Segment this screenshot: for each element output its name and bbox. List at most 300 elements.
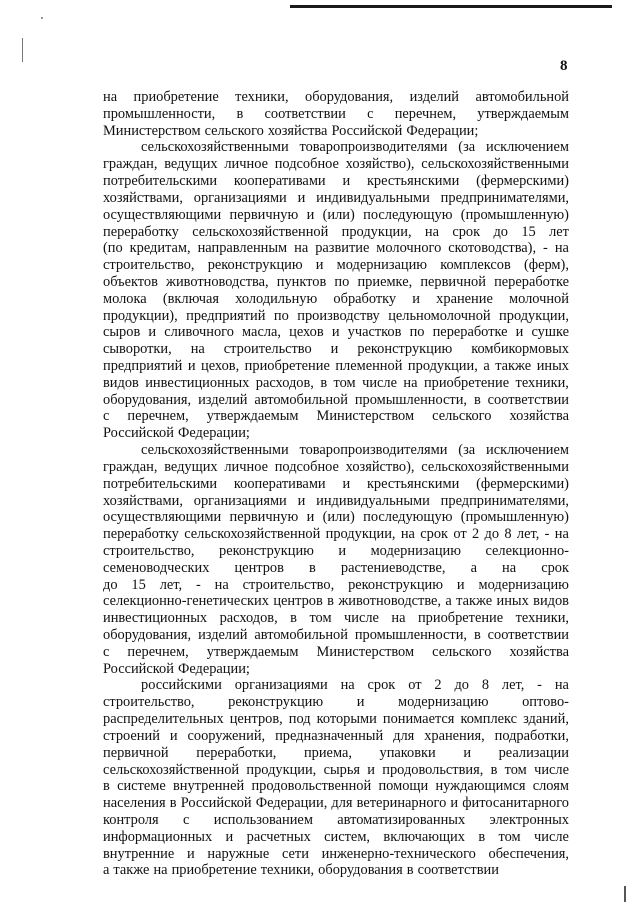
word: (промышленную): [460, 206, 569, 223]
word: а: [483, 358, 490, 374]
text-line: [103, 123, 569, 140]
word: утверждаемым: [206, 643, 299, 660]
word: и: [342, 475, 351, 492]
word: кооперативами: [233, 173, 326, 190]
text-line: [103, 543, 569, 560]
word: и: [342, 173, 351, 190]
word: первичной: [103, 744, 169, 761]
word: реконструкцию: [207, 257, 303, 274]
word: хозяйства: [509, 643, 569, 660]
word: организациями: [193, 189, 287, 206]
word: и: [450, 795, 459, 812]
text-line: [103, 661, 569, 678]
word: ветеринарного: [356, 795, 447, 812]
word: техники,: [235, 89, 289, 105]
word: сельского: [204, 122, 264, 139]
text-line: [103, 762, 569, 779]
word: на: [554, 240, 569, 257]
text-line: [103, 610, 569, 627]
word: племенной: [335, 358, 403, 374]
word: приобретение: [423, 374, 510, 391]
word: электронных: [489, 811, 569, 828]
word: семеноводческих: [103, 559, 210, 576]
word: (фермерскими): [476, 475, 569, 492]
word: приема,: [303, 744, 352, 761]
word: срок: [452, 223, 481, 240]
text-line: [103, 207, 569, 224]
text-line: [103, 257, 569, 274]
word: переработку: [103, 223, 179, 240]
word: до: [484, 526, 500, 543]
word: 2: [472, 526, 480, 543]
word: инвестиционных: [145, 374, 250, 391]
word: систем,: [324, 828, 371, 845]
word: с: [103, 643, 110, 660]
word: строительство,: [103, 257, 195, 274]
word: по: [273, 307, 289, 324]
word: Федерации;: [406, 122, 479, 139]
word: и: [412, 290, 420, 307]
word: индивидуальными: [316, 492, 430, 509]
word: а: [103, 862, 110, 879]
word: иных: [536, 358, 569, 374]
word: хозяйства: [509, 408, 569, 425]
word: приобретение: [133, 89, 219, 105]
word: переработке: [432, 324, 508, 341]
word: информационных: [103, 828, 213, 845]
word: комплекс: [460, 711, 518, 728]
text-line: [103, 375, 569, 392]
word: ведущих: [164, 156, 218, 173]
word: а: [470, 559, 477, 576]
word: подработки,: [494, 727, 569, 744]
word: соответствии: [487, 391, 569, 408]
word: на: [502, 559, 517, 576]
word: -: [195, 576, 201, 593]
word: на: [190, 341, 205, 358]
word: продукции,: [341, 223, 412, 240]
text-line: [103, 442, 569, 459]
word: помощи: [378, 778, 429, 795]
word: в: [320, 374, 328, 391]
word: сыворотки,: [103, 341, 172, 358]
word: под: [288, 711, 311, 728]
word: зданий,: [523, 711, 569, 728]
word: которыми: [316, 711, 377, 728]
word: числе: [362, 374, 397, 391]
word: -: [543, 240, 548, 257]
word: также: [495, 358, 532, 374]
word: Российской: [180, 795, 252, 812]
word: первичной: [420, 273, 486, 290]
text-line: [103, 392, 569, 409]
word: (за: [458, 139, 476, 156]
word: комбикормовых: [471, 341, 569, 358]
text-line: [103, 291, 569, 308]
word: строительство,: [103, 694, 195, 711]
word: потребительскими: [103, 173, 218, 190]
word: промышленности,: [103, 105, 216, 122]
word: модернизацию: [370, 542, 461, 559]
text-line: [103, 627, 569, 644]
word: в: [103, 778, 110, 795]
word: 8: [504, 526, 512, 543]
text-line: [103, 694, 569, 711]
word: использованием: [213, 811, 313, 828]
word: и: [356, 694, 365, 711]
word: реконструкцию: [348, 576, 443, 593]
word: ведущих: [164, 458, 218, 475]
word: исключением: [486, 139, 569, 156]
word: в: [236, 105, 244, 122]
word: центров: [234, 559, 284, 576]
word: сети: [281, 845, 309, 862]
text-line: [103, 156, 569, 173]
word: наружные: [207, 845, 270, 862]
word: продукции,: [246, 761, 317, 778]
word: оборудования,: [103, 391, 192, 408]
word: цехов: [289, 324, 324, 341]
word: и: [463, 744, 472, 761]
word: и: [225, 828, 234, 845]
scan-right-edge-mark: [624, 886, 626, 902]
word: том: [333, 374, 356, 391]
word: на: [214, 576, 229, 593]
text-line: [103, 677, 569, 694]
word: соответствии: [487, 627, 569, 643]
word: сушке: [531, 324, 569, 341]
word: осуществляющими: [103, 206, 222, 223]
word: селекционно-генетических: [103, 593, 269, 610]
word: и: [367, 761, 375, 778]
word: видов: [103, 374, 139, 391]
text-line: [103, 425, 569, 442]
word: перечнем,: [127, 643, 189, 660]
word: соответствии: [264, 105, 346, 122]
word: сельскохозяйственной: [192, 223, 329, 240]
word: также: [113, 862, 150, 879]
word: предприятий: [103, 358, 183, 374]
word: кредитам,: [129, 240, 191, 257]
word: и: [297, 492, 306, 509]
text-line: [103, 358, 569, 375]
word: расчетных: [246, 828, 311, 845]
word: (ферм),: [523, 257, 569, 274]
word: лет,: [516, 526, 540, 543]
word: распределительных: [103, 711, 224, 728]
word: масла,: [242, 324, 281, 341]
word: Федерации;: [177, 660, 250, 677]
word: последующую: [363, 509, 453, 526]
word: до: [103, 576, 118, 593]
word: в: [327, 593, 334, 610]
word: центров: [273, 593, 323, 610]
text-line: [103, 778, 569, 795]
word: хозяйство),: [345, 156, 415, 173]
word: сырья: [323, 761, 360, 778]
word: соответствии: [417, 862, 499, 879]
text-line: [103, 240, 569, 257]
word: для: [331, 795, 353, 812]
word: объектов: [103, 273, 158, 290]
text-line: [103, 644, 569, 661]
word: и: [187, 358, 196, 374]
word: оборудования,: [103, 627, 192, 643]
word: животноводстве,: [338, 593, 442, 610]
text-line: [103, 493, 569, 510]
text-line: [103, 324, 569, 341]
text-line: [103, 509, 569, 526]
word: и: [331, 324, 340, 341]
word: строительство,: [103, 542, 195, 559]
word: по: [409, 324, 425, 341]
word: молочного: [376, 240, 442, 257]
word: граждан,: [103, 156, 158, 173]
word: граждан,: [103, 458, 158, 475]
word: холодильную: [235, 290, 318, 307]
word: слоям: [532, 778, 569, 795]
word: включающих: [383, 828, 465, 845]
word: реконструкцию: [357, 341, 453, 358]
text-line: [103, 190, 569, 207]
word: личное: [224, 156, 268, 173]
word: в: [169, 795, 177, 812]
text-line: [103, 728, 569, 745]
word: населения: [103, 795, 166, 812]
word: том: [504, 761, 527, 778]
word: инженерно-технического: [321, 845, 476, 862]
text-line: [103, 526, 569, 543]
text-line: [103, 459, 569, 476]
word: и: [515, 324, 524, 341]
word: изделий: [198, 391, 248, 408]
word: от: [408, 677, 422, 694]
word: модернизацию: [478, 576, 569, 593]
word: для: [393, 727, 415, 744]
text-line: [103, 812, 569, 829]
word: также: [456, 593, 493, 610]
word: реконструкцию: [219, 542, 314, 559]
word: и: [306, 206, 315, 223]
word: сливочного: [164, 324, 234, 341]
word: организациями: [234, 677, 328, 694]
paragraph: [103, 89, 569, 139]
text-line: [103, 711, 569, 728]
word: предпринимателями,: [440, 492, 569, 509]
word: изделий: [198, 627, 248, 643]
word: пунктов: [276, 273, 327, 290]
word: в: [490, 761, 498, 778]
word: том: [498, 828, 521, 845]
word: Российской: [103, 660, 174, 677]
scan-left-margin-mark: [22, 38, 23, 62]
word: хозяйства: [267, 122, 328, 139]
word: обеспечения,: [488, 845, 569, 862]
text-line: [103, 224, 569, 241]
word: кооперативами: [233, 475, 326, 492]
scan-top-border-line: [290, 5, 612, 8]
word: (или): [322, 509, 355, 526]
word: переработку: [103, 526, 179, 543]
word: развитие: [315, 240, 370, 257]
word: продукции,: [407, 358, 478, 374]
word: крестьянскими: [366, 475, 460, 492]
word: (или): [322, 206, 355, 223]
word: скотоводства),: [448, 240, 537, 257]
word: иных: [496, 593, 529, 610]
word: центров,: [229, 711, 283, 728]
word: организациями: [193, 492, 287, 509]
text-line: [103, 308, 569, 325]
word: в: [478, 828, 486, 845]
word: оборудования: [318, 862, 403, 879]
word: направленным: [197, 240, 288, 257]
word: подсобное: [274, 458, 339, 475]
word: внутренние: [103, 845, 175, 862]
text-line: [103, 862, 569, 879]
word: цехов,: [201, 358, 240, 374]
word: хозяйствами,: [103, 492, 183, 509]
word: подсобное: [274, 156, 339, 173]
word: фитосанитарного: [462, 795, 569, 812]
paragraph: [103, 442, 569, 677]
word: в: [290, 610, 297, 627]
word: сельскохозяйственной: [103, 761, 240, 778]
word: (фермерскими): [476, 173, 569, 190]
word: на: [294, 240, 309, 257]
word: промышленности,: [354, 391, 468, 408]
word: молока: [103, 290, 147, 307]
word: на: [153, 862, 168, 879]
word: предназначенный: [275, 727, 384, 744]
word: (за: [458, 442, 476, 459]
word: животноводства,: [166, 273, 269, 290]
text-line: [103, 593, 569, 610]
word: 8: [481, 677, 490, 694]
word: крестьянскими: [366, 173, 460, 190]
word: хранения,: [424, 727, 485, 744]
text-line: [103, 560, 569, 577]
text-line: [103, 106, 569, 123]
word: а: [445, 593, 452, 610]
word: сельскохозяйственными: [141, 442, 289, 459]
word: 15: [521, 223, 536, 240]
word: техники,: [515, 374, 569, 391]
word: в: [309, 559, 316, 576]
word: продовольственной: [251, 778, 372, 795]
word: переработке: [494, 273, 569, 290]
word: срок: [367, 677, 396, 694]
word: инвестиционных: [103, 610, 208, 627]
word: 2: [434, 677, 442, 694]
word: -: [537, 677, 542, 694]
word: лет,: [501, 677, 525, 694]
word: цельномолочной: [388, 307, 491, 324]
word: автомобильной: [254, 627, 348, 643]
word: расходов,: [255, 374, 314, 391]
word: и: [169, 727, 178, 744]
word: и: [148, 324, 157, 341]
paragraph: [103, 139, 569, 442]
text-line: [103, 577, 569, 594]
word: и: [456, 576, 465, 593]
text-line: [103, 408, 569, 425]
word: перечнем,: [127, 408, 189, 425]
word: перечнем,: [394, 105, 457, 122]
word: приобретение: [244, 358, 330, 374]
text-line: [103, 745, 569, 762]
word: оборудования,: [305, 89, 394, 105]
word: с: [103, 408, 110, 425]
word: том: [309, 610, 332, 627]
word: лет,: [159, 576, 183, 593]
word: реконструкцию: [228, 694, 324, 711]
word: сельскохозяйственной: [184, 526, 321, 543]
word: внутренней: [172, 778, 245, 795]
word: и: [297, 189, 306, 206]
word: срок: [420, 526, 449, 543]
word: товаропроизводителями: [299, 139, 448, 156]
word: на: [554, 526, 569, 543]
word: российскими: [141, 677, 222, 694]
word: Федерации,: [255, 795, 328, 812]
scan-speck: [41, 17, 43, 19]
word: в: [473, 627, 481, 643]
word: индивидуальными: [316, 189, 430, 206]
word: хозяйство),: [345, 458, 415, 475]
word: сельскохозяйственными: [141, 139, 289, 156]
word: и: [315, 257, 324, 274]
word: Российской: [331, 122, 403, 139]
word: товаропроизводителями: [299, 442, 448, 459]
word: (включая: [162, 290, 220, 307]
text-line: [103, 476, 569, 493]
word: упаковки: [379, 744, 436, 761]
text-line: [103, 139, 569, 156]
word: изделий: [409, 89, 460, 105]
word: комплексов: [440, 257, 511, 274]
word: с: [367, 105, 374, 122]
word: сельскохозяйственными: [421, 458, 569, 475]
word: селекционно-: [485, 542, 569, 559]
word: молочной: [509, 290, 569, 307]
word: на: [400, 526, 415, 543]
text-line: [103, 89, 569, 106]
word: по: [334, 273, 350, 290]
word: лет: [549, 223, 569, 240]
document-body: [103, 89, 569, 879]
word: (по: [103, 240, 123, 257]
word: переработки,: [196, 744, 277, 761]
word: модернизацию: [336, 257, 428, 274]
word: (промышленную): [460, 509, 569, 526]
word: хранение: [436, 290, 493, 307]
word: на: [391, 610, 406, 627]
word: техники,: [260, 862, 315, 879]
word: продукции,: [325, 526, 396, 543]
word: автомобильной: [475, 89, 569, 105]
text-line: [103, 795, 569, 812]
word: сооружений,: [187, 727, 266, 744]
word: производству: [297, 307, 380, 324]
word: сельского: [432, 643, 492, 660]
word: строений: [103, 727, 160, 744]
word: Федерации;: [177, 425, 250, 442]
page-number: 8: [560, 58, 568, 74]
word: предприятий: [186, 307, 266, 324]
word: продукции),: [103, 307, 178, 324]
word: Российской: [103, 425, 174, 442]
